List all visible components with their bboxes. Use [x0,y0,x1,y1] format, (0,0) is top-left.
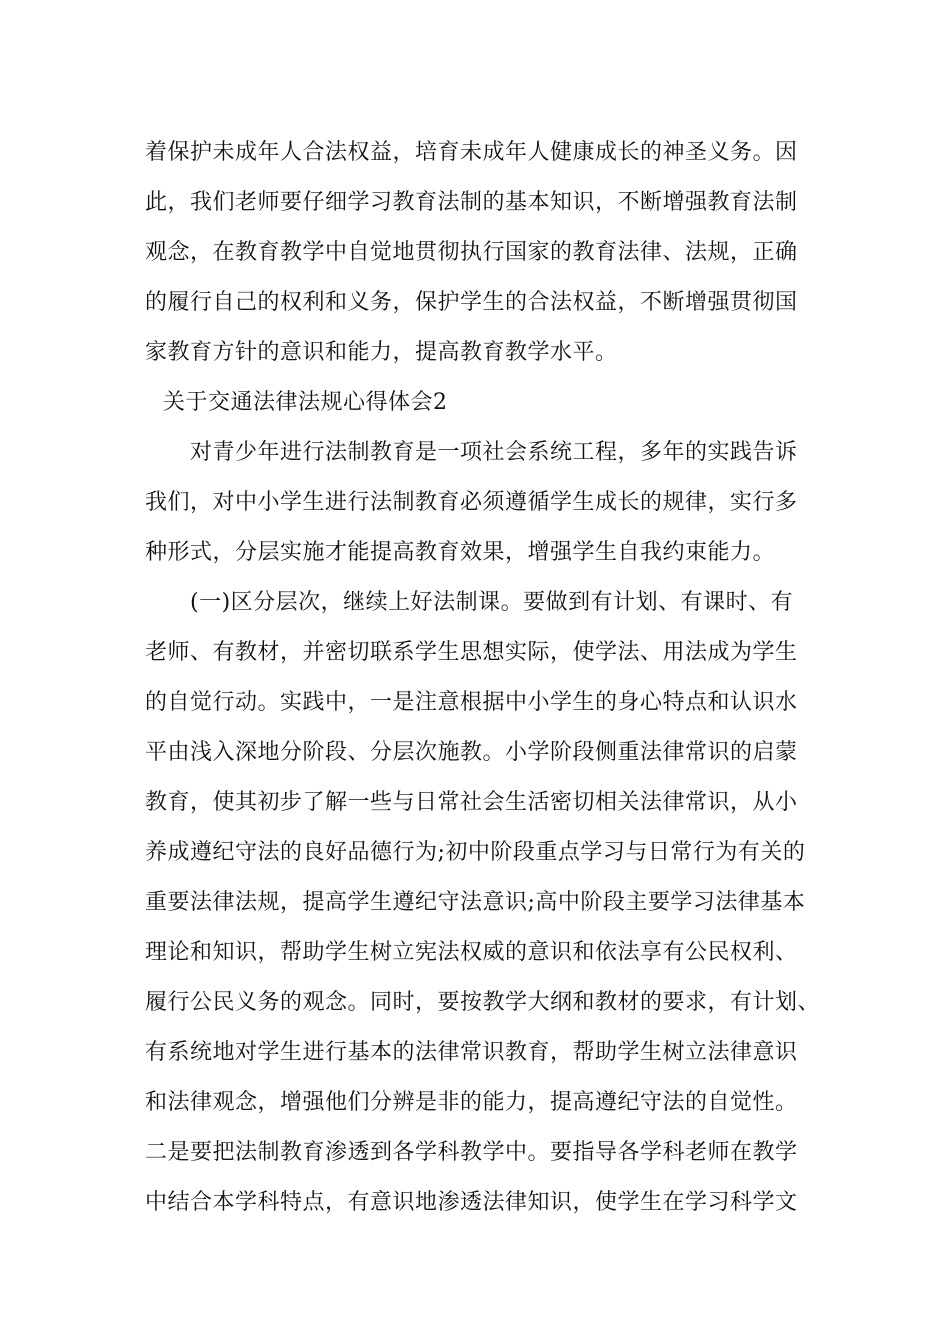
paragraph-line: 的自觉行动。实践中，一是注意根据中小学生的身心特点和认识水 [145,690,798,715]
paragraph-line: 平由浅入深地分阶段、分层次施教。小学阶段侧重法律常识的启蒙 [145,740,798,765]
paragraph-line: 和法律观念，增强他们分辨是非的能力，提高遵纪守法的自觉性。 [145,1090,798,1115]
paragraph-line: 理论和知识，帮助学生树立宪法权威的意识和依法享有公民权利、 [145,940,798,965]
paragraph-line: 家教育方针的意识和能力，提高教育教学水平。 [145,340,618,365]
paragraph-line: 老师、有教材，并密切联系学生思想实际，使学法、用法成为学生 [145,640,798,665]
paragraph-line: 二是要把法制教育渗透到各学科教学中。要指导各学科老师在教学 [145,1140,798,1165]
paragraph-line: 的履行自己的权利和义务，保护学生的合法权益，不断增强贯彻国 [145,290,798,315]
paragraph-line: 对青少年进行法制教育是一项社会系统工程，多年的实践告诉 [190,440,798,465]
paragraph-line: 着保护未成年人合法权益，培育未成年人健康成长的神圣义务。因 [145,140,798,165]
paragraph-line: 重要法律法规，提高学生遵纪守法意识;高中阶段主要学习法律基本 [145,890,806,915]
paragraph-line: 我们，对中小学生进行法制教育必须遵循学生成长的规律，实行多 [145,490,798,515]
paragraph-line: 教育，使其初步了解一些与日常社会生活密切相关法律常识，从小 [145,790,798,815]
paragraph-line: 有系统地对学生进行基本的法律常识教育，帮助学生树立法律意识 [145,1040,798,1065]
section-heading: 关于交通法律法规心得体会2 [163,390,448,415]
paragraph-line: 种形式，分层实施才能提高教育效果，增强学生自我约束能力。 [145,540,776,565]
paragraph-line: 履行公民义务的观念。同时，要按教学大纲和教材的要求，有计划、 [145,990,821,1015]
paragraph-line: 此，我们老师要仔细学习教育法制的基本知识，不断增强教育法制 [145,190,798,215]
paragraph-line: 养成遵纪守法的良好品德行为;初中阶段重点学习与日常行为有关的 [145,840,806,865]
paragraph-line: 观念，在教育教学中自觉地贯彻执行国家的教育法律、法规，正确 [145,240,798,265]
paragraph-line: (一)区分层次，继续上好法制课。要做到有计划、有课时、有 [190,590,794,615]
paragraph-line: 中结合本学科特点，有意识地渗透法律知识，使学生在学习科学文 [145,1190,798,1215]
